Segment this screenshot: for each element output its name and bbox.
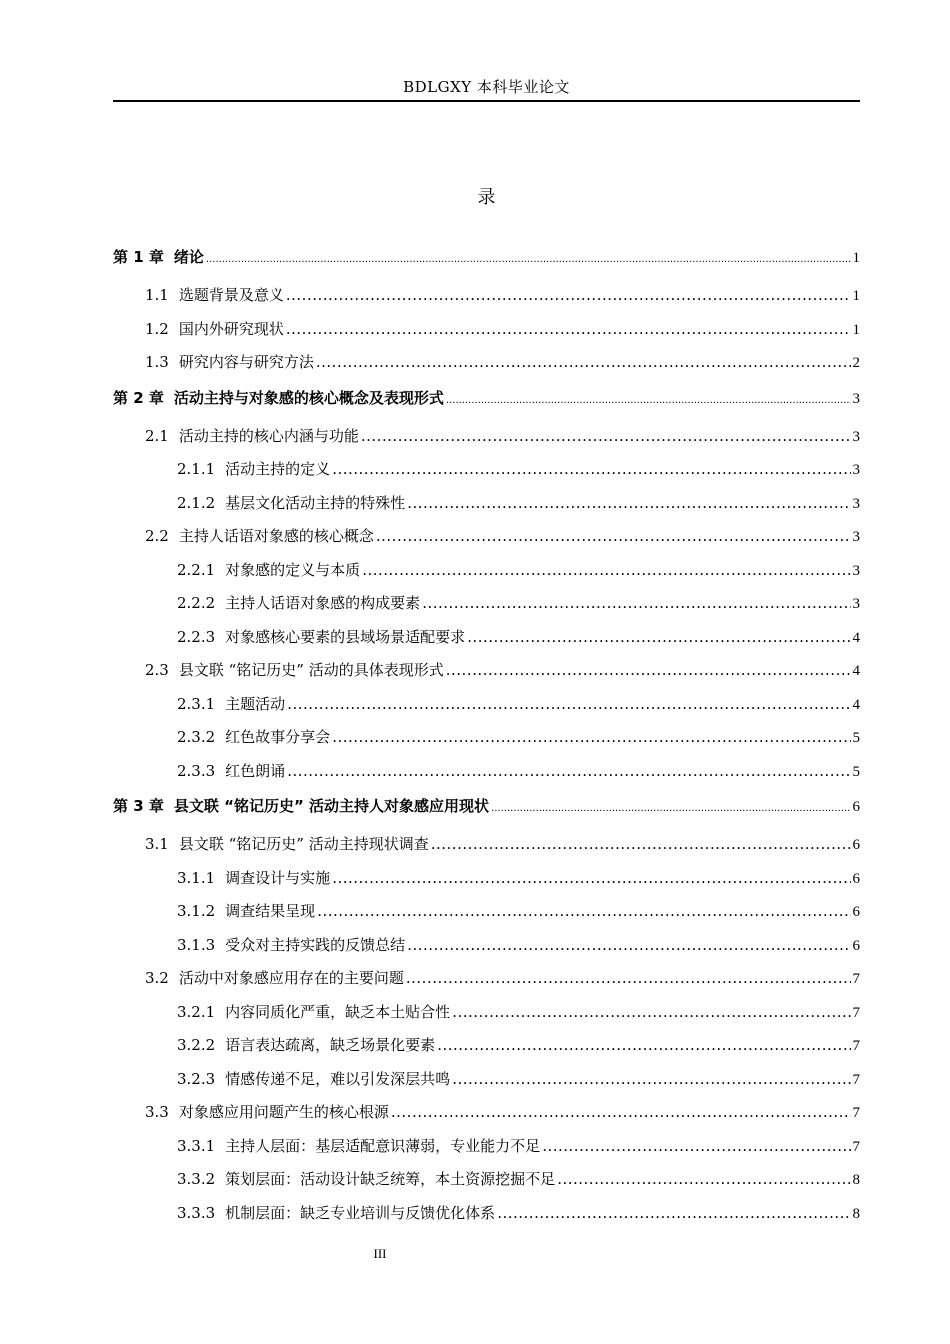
toc-entry-number: 3.1.3 xyxy=(177,935,216,954)
toc-entry-section[interactable] xyxy=(113,1101,860,1135)
toc-entry-chapter[interactable] xyxy=(113,385,860,425)
toc-entry-subsection[interactable] xyxy=(113,626,860,660)
toc-entry-title: 县文联 “铭记历史” 活动主持现状调查 xyxy=(178,835,429,853)
toc-entry-subsection[interactable] xyxy=(113,1001,860,1035)
toc-entry-title: 主持人话语对象感的核心概念 xyxy=(178,527,374,545)
toc-entry-number: 2.1.1 xyxy=(177,460,216,478)
toc-entry-title: 绪论 xyxy=(173,248,204,266)
toc-leader xyxy=(316,353,851,371)
toc-entry-subsection[interactable] xyxy=(113,760,860,794)
toc-entry-subsection[interactable] xyxy=(113,934,860,968)
toc-entry-subsection[interactable] xyxy=(113,492,860,526)
toc-entry-subsection[interactable] xyxy=(113,1168,860,1202)
toc-leader xyxy=(467,628,850,646)
toc-leader xyxy=(557,1170,850,1188)
toc-entry-page: 1 xyxy=(852,288,860,304)
toc-entry-subsection[interactable] xyxy=(113,559,860,593)
toc-entry-page: 7 xyxy=(852,1105,860,1121)
toc-entry-number: 2.3.2 xyxy=(177,728,216,746)
toc-entry-page: 3 xyxy=(852,562,860,579)
toc-entry-title: 对象感应用问题产生的核心根源 xyxy=(178,1103,389,1121)
page-header: BDLGXY 本科毕业论文 xyxy=(403,78,570,96)
toc-entry-number: 2.1 xyxy=(145,426,169,445)
toc-entry-subsection[interactable] xyxy=(113,1068,860,1102)
toc-leader xyxy=(452,1003,850,1021)
toc-leader xyxy=(286,286,851,304)
toc-entry-title: 调查结果呈现 xyxy=(225,902,316,920)
toc-leader xyxy=(446,661,851,679)
toc-entry-title: 活动主持的定义 xyxy=(225,460,331,478)
toc-entry-number: 3.1.2 xyxy=(177,902,216,920)
table-of-contents xyxy=(113,244,860,1235)
toc-entry-section[interactable] xyxy=(113,425,860,459)
toc-entry-title: 活动主持的核心内涵与功能 xyxy=(178,426,359,445)
toc-entry-page: 3 xyxy=(852,462,860,478)
toc-entry-title: 对象感核心要素的县域场景适配要求 xyxy=(225,627,466,646)
toc-leader xyxy=(422,594,850,612)
toc-entry-page: 3 xyxy=(852,495,860,512)
toc-entry-subsection[interactable] xyxy=(113,1135,860,1169)
toc-entry-page: 7 xyxy=(852,1138,860,1155)
toc-entry-title: 语言表达疏离，缺乏场景化要素 xyxy=(225,1036,436,1054)
toc-entry-section[interactable] xyxy=(113,351,860,385)
toc-entry-subsection[interactable] xyxy=(113,867,860,901)
toc-entry-number: 1.2 xyxy=(145,319,169,338)
toc-entry-number: 1.1 xyxy=(145,286,169,304)
toc-leader xyxy=(287,762,850,780)
toc-leader xyxy=(332,460,850,478)
toc-entry-page: 4 xyxy=(852,663,860,679)
toc-entry-page: 3 xyxy=(852,428,860,445)
toc-entry-number: 2.1.2 xyxy=(177,493,216,512)
toc-entry-page: 3 xyxy=(852,596,860,612)
toc-entry-page: 3 xyxy=(852,390,860,407)
toc-entry-page: 2 xyxy=(852,355,860,371)
toc-entry-page: 6 xyxy=(852,870,860,887)
toc-entry-page: 7 xyxy=(852,971,860,987)
toc-entry-number: 1.3 xyxy=(145,353,169,371)
toc-entry-number: 第 2 章 xyxy=(113,388,164,407)
toc-entry-title: 红色故事分享会 xyxy=(225,728,331,746)
toc-leader xyxy=(437,1036,850,1054)
toc-entry-page: 6 xyxy=(852,837,860,853)
toc-entry-number: 3.2 xyxy=(145,969,169,987)
toc-entry-section[interactable] xyxy=(113,967,860,1001)
toc-entry-page: 6 xyxy=(852,937,860,954)
toc-leader xyxy=(407,494,850,512)
toc-leader xyxy=(287,695,850,713)
toc-entry-section[interactable] xyxy=(113,525,860,559)
toc-leader xyxy=(361,427,851,445)
toc-entry-number: 2.3.3 xyxy=(177,761,216,780)
toc-entry-title: 选题背景及意义 xyxy=(178,286,284,304)
toc-entry-number: 3.2.3 xyxy=(177,1069,216,1088)
toc-leader xyxy=(497,1204,850,1222)
toc-entry-number: 3.3.3 xyxy=(177,1203,216,1222)
toc-leader xyxy=(206,248,851,266)
toc-title: 录 xyxy=(477,187,496,208)
toc-leader xyxy=(446,389,851,407)
toc-entry-number: 3.3 xyxy=(145,1103,169,1121)
toc-entry-number: 2.2.2 xyxy=(177,594,216,612)
toc-entry-number: 3.1 xyxy=(145,835,169,853)
toc-leader xyxy=(542,1137,850,1155)
toc-leader xyxy=(407,936,850,954)
toc-entry-title: 主持人层面：基层适配意识薄弱，专业能力不足 xyxy=(225,1136,541,1155)
toc-entry-page: 3 xyxy=(852,529,860,545)
toc-entry-title: 机制层面：缺乏专业培训与反馈优化体系 xyxy=(225,1203,496,1222)
toc-entry-title: 活动主持与对象感的核心概念及表现形式 xyxy=(173,388,444,407)
toc-entry-number: 3.3.1 xyxy=(177,1136,216,1155)
toc-entry-title: 内容同质化严重，缺乏本土贴合性 xyxy=(225,1002,451,1021)
toc-entry-subsection[interactable] xyxy=(113,693,860,727)
toc-entry-number: 3.2.2 xyxy=(177,1036,216,1054)
toc-entry-page: 5 xyxy=(852,763,860,780)
toc-entry-page: 5 xyxy=(852,730,860,746)
toc-entry-page: 1 xyxy=(852,250,860,266)
toc-entry-section[interactable] xyxy=(113,318,860,352)
toc-entry-title: 县文联 “铭记历史” 活动主持人对象感应用现状 xyxy=(173,797,490,815)
toc-entry-number: 第 3 章 xyxy=(113,797,164,815)
toc-leader xyxy=(376,527,851,545)
toc-entry-number: 2.3 xyxy=(145,661,169,679)
toc-entry-title: 对象感的定义与本质 xyxy=(225,560,361,579)
toc-entry-number: 2.2.1 xyxy=(177,560,216,579)
toc-entry-page: 4 xyxy=(852,696,860,713)
toc-leader xyxy=(431,835,851,853)
toc-entry-page: 7 xyxy=(852,1004,860,1021)
toc-entry-title: 红色朗诵 xyxy=(225,761,286,780)
toc-leader xyxy=(491,797,850,815)
toc-leader xyxy=(332,728,850,746)
toc-entry-number: 3.1.1 xyxy=(177,868,216,887)
toc-entry-title: 研究内容与研究方法 xyxy=(178,353,314,371)
toc-entry-number: 第 1 章 xyxy=(113,248,164,266)
toc-entry-subsection[interactable] xyxy=(113,592,860,626)
page-number: III xyxy=(373,1246,387,1261)
toc-entry-page: 6 xyxy=(852,904,860,920)
toc-entry-title: 主题活动 xyxy=(225,694,286,713)
toc-entry-page: 6 xyxy=(852,799,860,815)
toc-entry-page: 4 xyxy=(852,629,860,646)
toc-entry-number: 2.2.3 xyxy=(177,627,216,646)
toc-entry-number: 3.3.2 xyxy=(177,1170,216,1188)
toc-entry-title: 情感传递不足，难以引发深层共鸣 xyxy=(225,1069,451,1088)
toc-entry-title: 活动中对象感应用存在的主要问题 xyxy=(178,969,404,987)
toc-entry-page: 7 xyxy=(852,1038,860,1054)
toc-entry-title: 基层文化活动主持的特殊性 xyxy=(225,493,406,512)
toc-entry-title: 策划层面：活动设计缺乏统筹，本土资源挖掘不足 xyxy=(225,1170,556,1188)
toc-entry-section[interactable] xyxy=(113,659,860,693)
toc-entry-page: 8 xyxy=(852,1172,860,1188)
toc-entry-number: 2.2 xyxy=(145,527,169,545)
toc-entry-title: 国内外研究现状 xyxy=(178,319,284,338)
toc-entry-number: 2.3.1 xyxy=(177,694,216,713)
toc-leader xyxy=(332,869,850,887)
toc-entry-page: 8 xyxy=(852,1205,860,1222)
toc-leader xyxy=(391,1103,851,1121)
toc-entry-subsection[interactable] xyxy=(113,726,860,760)
header-divider xyxy=(113,100,860,102)
toc-entry-title: 县文联 “铭记历史” 活动的具体表现形式 xyxy=(178,661,444,679)
toc-leader xyxy=(406,969,851,987)
toc-leader xyxy=(317,902,850,920)
toc-leader xyxy=(362,561,850,579)
toc-leader xyxy=(286,320,851,338)
toc-entry-page: 7 xyxy=(852,1071,860,1088)
toc-entry-title: 受众对主持实践的反馈总结 xyxy=(225,935,406,954)
toc-entry-section[interactable] xyxy=(113,833,860,867)
toc-entry-subsection[interactable] xyxy=(113,900,860,934)
toc-entry-title: 主持人话语对象感的构成要素 xyxy=(225,594,421,612)
toc-entry-section[interactable] xyxy=(113,284,860,318)
toc-entry-chapter[interactable] xyxy=(113,244,860,284)
toc-entry-title: 调查设计与实施 xyxy=(225,868,331,887)
toc-entry-number: 3.2.1 xyxy=(177,1002,216,1021)
toc-leader xyxy=(452,1070,850,1088)
toc-entry-chapter[interactable] xyxy=(113,793,860,833)
toc-entry-page: 1 xyxy=(852,321,860,338)
toc-entry-subsection[interactable] xyxy=(113,1034,860,1068)
toc-entry-subsection[interactable] xyxy=(113,1202,860,1236)
toc-entry-subsection[interactable] xyxy=(113,458,860,492)
